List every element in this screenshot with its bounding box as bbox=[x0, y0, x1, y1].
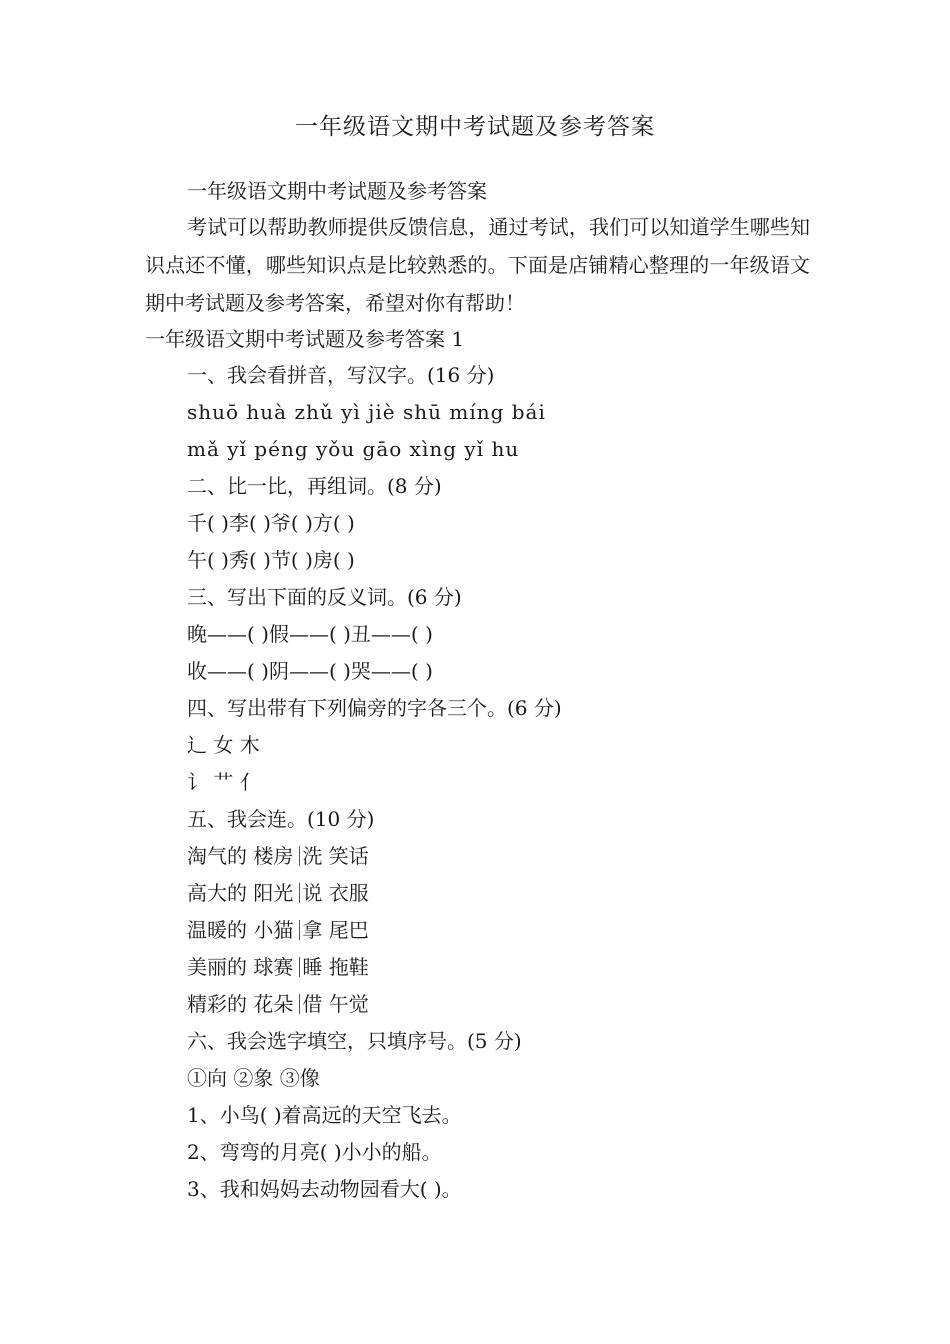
section-heading: 一年级语文期中考试题及参考答案 1 bbox=[145, 327, 465, 351]
q4-row-2: 讠 艹 亻 bbox=[187, 770, 260, 794]
q5-right: 洗 笑话 bbox=[302, 844, 369, 868]
q5-left: 美丽的 球赛 bbox=[187, 955, 294, 979]
q2-heading: 二、比一比，再组词。(8 分) bbox=[187, 474, 442, 498]
q5-right: 睡 拖鞋 bbox=[302, 955, 369, 979]
q3-row-2: 收——( )阴——( )哭——( ) bbox=[187, 659, 433, 683]
q5-row bbox=[187, 880, 369, 906]
q5-left: 温暖的 小猫 bbox=[187, 918, 294, 942]
q6-heading: 六、我会选字填空，只填序号。(5 分) bbox=[187, 1029, 522, 1053]
q5-right: 拿 尾巴 bbox=[302, 918, 369, 942]
q5-divider bbox=[299, 846, 300, 866]
q5-divider bbox=[299, 957, 300, 977]
q5-divider bbox=[299, 883, 300, 903]
document-title: 一年级语文期中考试题及参考答案 bbox=[295, 114, 655, 140]
q2-row-1: 千( )李( )爷( )方( ) bbox=[187, 511, 355, 535]
q5-divider bbox=[299, 994, 300, 1014]
q5-row bbox=[187, 991, 369, 1017]
q2-row-2: 午( )秀( )节( )房( ) bbox=[187, 548, 355, 572]
q5-left: 淘气的 楼房 bbox=[187, 844, 294, 868]
q3-row-1: 晚——( )假——( )丑——( ) bbox=[187, 622, 433, 646]
q6-item: 1、小鸟( )着高远的天空飞去。 bbox=[187, 1103, 462, 1127]
document-subtitle: 一年级语文期中考试题及参考答案 bbox=[187, 179, 487, 203]
q1-heading: 一、我会看拼音，写汉字。(16 分) bbox=[187, 363, 495, 387]
intro-paragraph: 考试可以帮助教师提供反馈信息，通过考试，我们可以知道学生哪些知识点还不懂，哪些知识点是比较熟悉的。下面是店铺精心整理的一年级语文期中考试题及参考答案，希望对你有帮助！ bbox=[145, 215, 810, 315]
q5-left: 高大的 阳光 bbox=[187, 881, 294, 905]
q6-item: 2、弯弯的月亮( )小小的船。 bbox=[187, 1140, 442, 1164]
q6-item: 3、我和妈妈去动物园看大( )。 bbox=[187, 1177, 462, 1201]
q1-pinyin-row-2: mǎ yǐ péng yǒu gāo xìng yǐ hu bbox=[187, 437, 520, 461]
q6-options: ①向 ②象 ③像 bbox=[187, 1066, 320, 1090]
q5-row bbox=[187, 917, 369, 943]
q5-row bbox=[187, 954, 369, 980]
q5-right: 说 衣服 bbox=[302, 881, 369, 905]
q4-heading: 四、写出带有下列偏旁的字各三个。(6 分) bbox=[187, 696, 562, 720]
q5-divider bbox=[299, 920, 300, 940]
q5-left: 精彩的 花朵 bbox=[187, 992, 294, 1016]
q3-heading: 三、写出下面的反义词。(6 分) bbox=[187, 585, 462, 609]
q5-heading: 五、我会连。(10 分) bbox=[187, 807, 375, 831]
q4-row-1: 辶 女 木 bbox=[187, 733, 260, 757]
q1-pinyin-row-1: shuō huà zhǔ yì jiè shū míng bái bbox=[187, 400, 546, 424]
q5-row bbox=[187, 843, 369, 869]
q5-right: 借 午觉 bbox=[302, 992, 369, 1016]
